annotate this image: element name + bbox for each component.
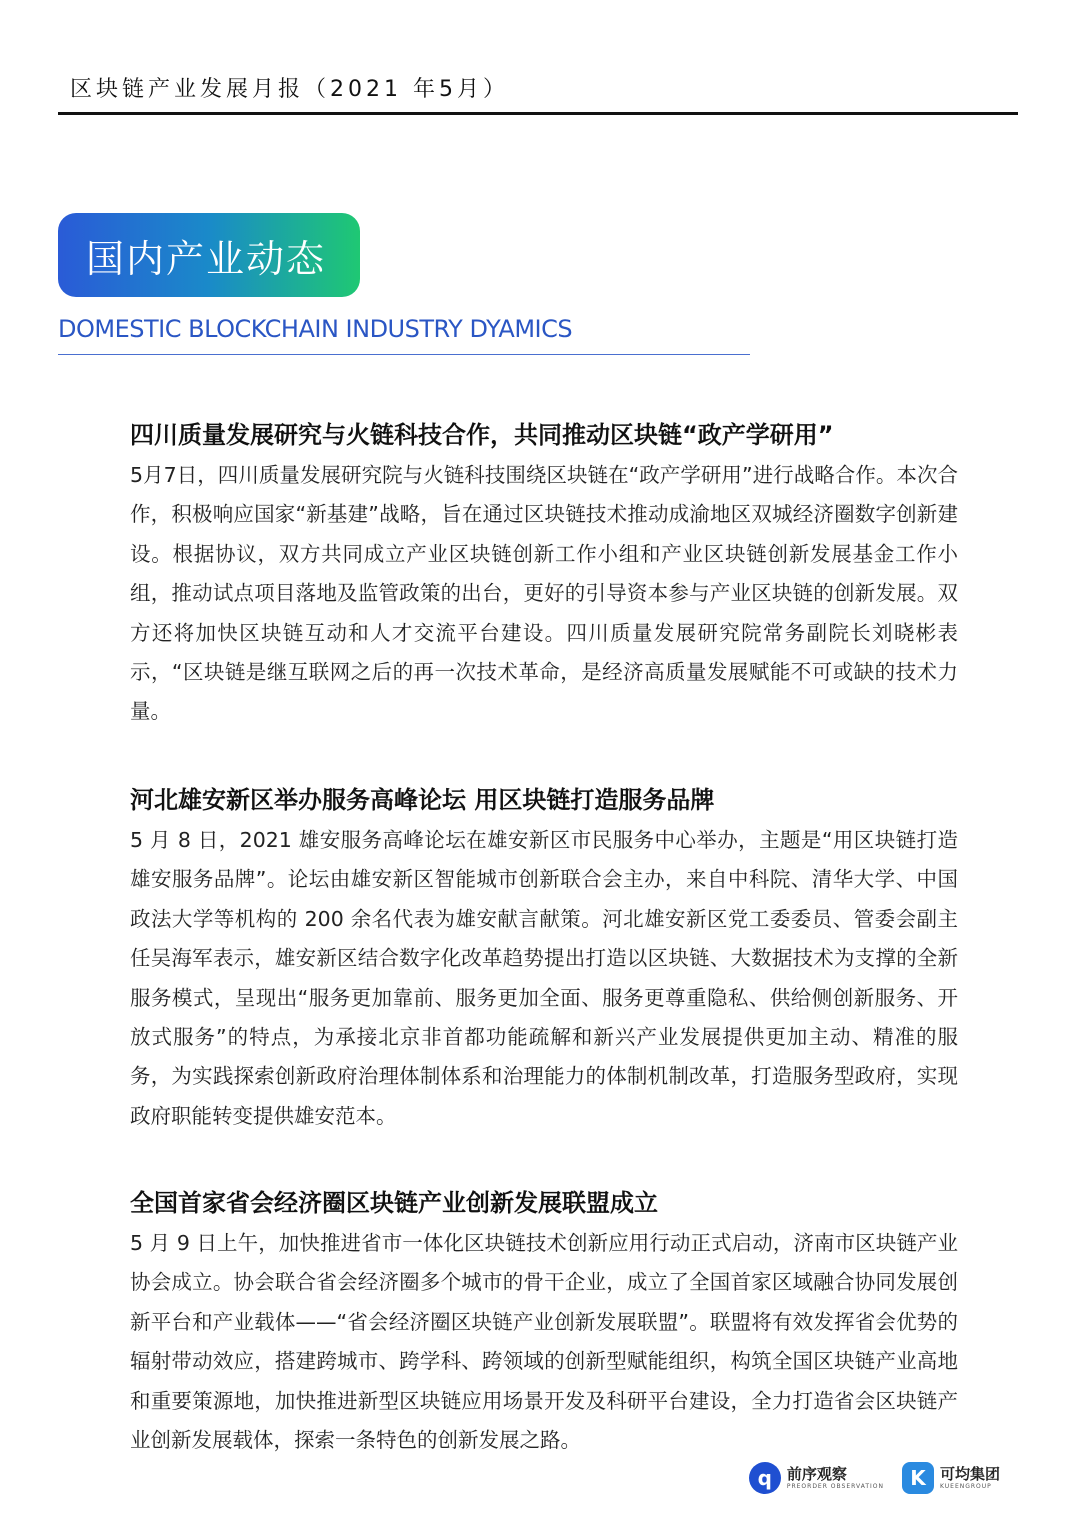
- article-title: 河北雄安新区举办服务高峰论坛 用区块链打造服务品牌: [130, 786, 715, 814]
- preorder-logo: [749, 1462, 884, 1494]
- article: [130, 1186, 958, 1460]
- footer-logos: [749, 1462, 1000, 1494]
- kueen-logo-icon: K: [902, 1462, 934, 1494]
- article: [130, 418, 958, 732]
- article-title: 四川质量发展研究与火链科技合作，共同推动区块链“政产学研用”: [130, 421, 834, 449]
- article-title: 全国首家省会经济圈区块链产业创新发展联盟成立: [130, 1189, 658, 1217]
- preorder-logo-subtitle: PREORDER OBSERVATION: [786, 1482, 884, 1490]
- article-body: 5 月 8 日，2021 雄安服务高峰论坛在雄安新区市民服务中心举办，主题是“用区块链打造雄安服务品牌”。论坛由雄安新区智能城市创新联合会主办，来自中科院、清华大学、中国政法大学等机构的 200 余名代表为雄安献言献策。河北雄安新区党工委委员、管委会副主任吴海军表示，雄安新区结合数字化改革趋势提出打造以区块链、大数据技术为支撑的全新服务模式，呈现出“服务更加靠前、服务更加全面、服务更尊重隐私、供给侧创新服务、开放式服务”的特点，为承接北京非首都功能疏解和新兴产业发展提供更加主动、精准的服务，为实践探索创新政府治理体制体系和治理能力的体制机制改革，打造服务型政府，实现政府职能转变提供雄安范本。: [130, 828, 958, 1128]
- kueen-logo-name: 可均集团: [939, 1464, 1000, 1483]
- article: [130, 783, 958, 1136]
- section-subtitle: DOMESTIC BLOCKCHAIN INDUSTRY DYAMICS: [58, 315, 573, 343]
- kueen-logo: [902, 1462, 1000, 1494]
- section-title-badge: [58, 213, 360, 297]
- preorder-logo-icon: q: [749, 1462, 781, 1494]
- report-header-title: 区块链产业发展月报（2021 年5月）: [70, 77, 509, 102]
- section-title: 国内产业动态: [86, 236, 327, 281]
- kueen-logo-subtitle: KUEENGROUP: [939, 1482, 992, 1490]
- section-divider: [58, 354, 750, 355]
- preorder-logo-name: 前序观察: [786, 1464, 847, 1483]
- article-body: 5 月 9 日上午，加快推进省市一体化区块链技术创新应用行动正式启动，济南市区块链产业协会成立。协会联合省会经济圈多个城市的骨干企业，成立了全国首家区域融合协同发展创新平台和产业载体——“省会经济圈区块链产业创新发展联盟”。联盟将有效发挥省会优势的辐射带动效应，搭建跨城市、跨学科、跨领域的创新型赋能组织，构筑全国区块链产业高地和重要策源地，加快推进新型区块链应用场景开发及科研平台建设，全力打造省会区块链产业创新发展载体，探索一条特色的创新发展之路。: [130, 1231, 958, 1453]
- article-body: 5月7日，四川质量发展研究院与火链科技围绕区块链在“政产学研用”进行战略合作。本次合作，积极响应国家“新基建”战略，旨在通过区块链技术推动成渝地区双城经济圈数字创新建设。根据协议，双方共同成立产业区块链创新工作小组和产业区块链创新发展基金工作小组，推动试点项目落地及监管政策的出台，更好的引导资本参与产业区块链的创新发展。双方还将加快区块链互动和人才交流平台建设。四川质量发展研究院常务副院长刘晓彬表示，“区块链是继互联网之后的再一次技术革命，是经济高质量发展赋能不可或缺的技术力量。: [130, 463, 958, 724]
- header-divider: [58, 112, 1018, 115]
